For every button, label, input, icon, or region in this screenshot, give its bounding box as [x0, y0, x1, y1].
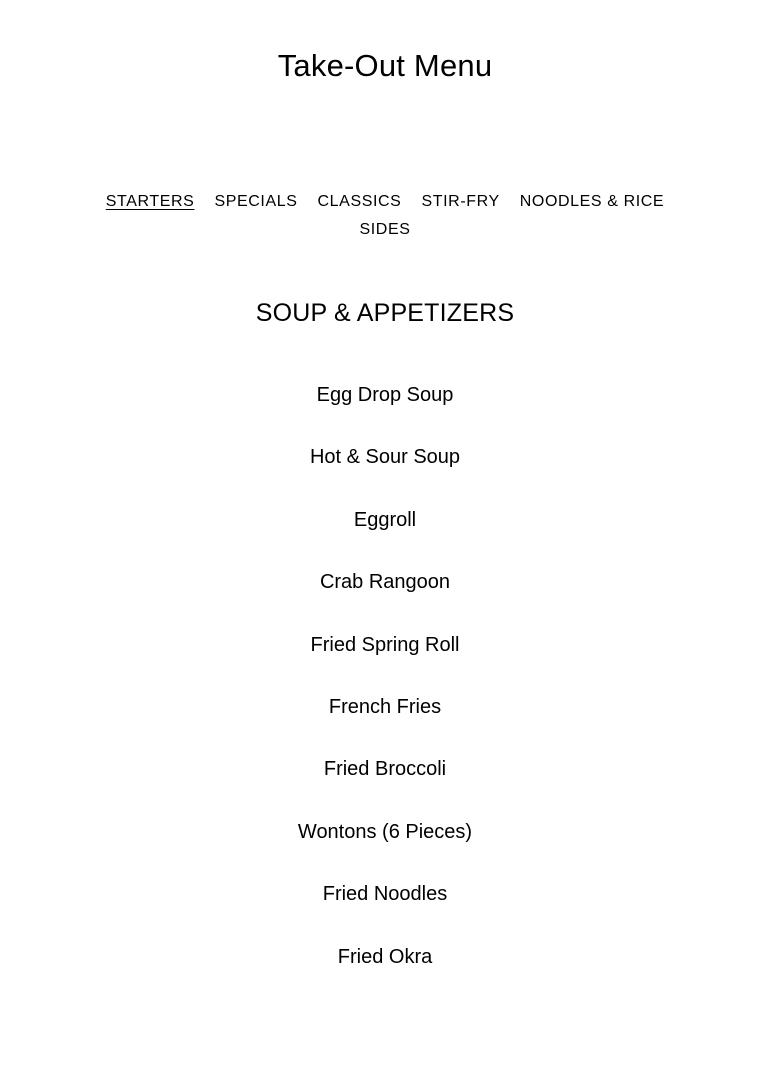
menu-item[interactable]: Wontons (6 Pieces) — [297, 820, 473, 843]
menu-item[interactable]: Eggroll — [353, 508, 417, 531]
section-heading: SOUP & APPETIZERS — [255, 299, 515, 327]
tab-noodles-rice[interactable]: NOODLES & RICE — [519, 193, 665, 210]
menu-item[interactable]: Fried Okra — [337, 945, 433, 968]
page-title: Take-Out Menu — [277, 48, 493, 83]
tab-classics[interactable]: CLASSICS — [317, 193, 402, 210]
menu-item[interactable]: Fried Broccoli — [323, 758, 447, 781]
tab-stir-fry[interactable]: STIR-FRY — [421, 193, 500, 210]
tab-sides[interactable]: SIDES — [359, 221, 411, 238]
tab-specials[interactable]: SPECIALS — [214, 193, 298, 210]
menu-item[interactable]: Fried Spring Roll — [310, 633, 460, 656]
menu-item[interactable]: French Fries — [328, 695, 442, 718]
nav-row — [0, 188, 770, 216]
menu-category-nav — [0, 188, 770, 244]
tab-starters[interactable]: STARTERS — [105, 193, 195, 210]
menu-item-list — [0, 376, 770, 1000]
menu-item[interactable]: Egg Drop Soup — [316, 384, 454, 406]
menu-item[interactable]: Crab Rangoon — [319, 571, 451, 594]
nav-row — [0, 216, 770, 244]
menu-item[interactable]: Fried Noodles — [322, 883, 448, 906]
menu-item[interactable]: Hot & Sour Soup — [309, 446, 461, 469]
